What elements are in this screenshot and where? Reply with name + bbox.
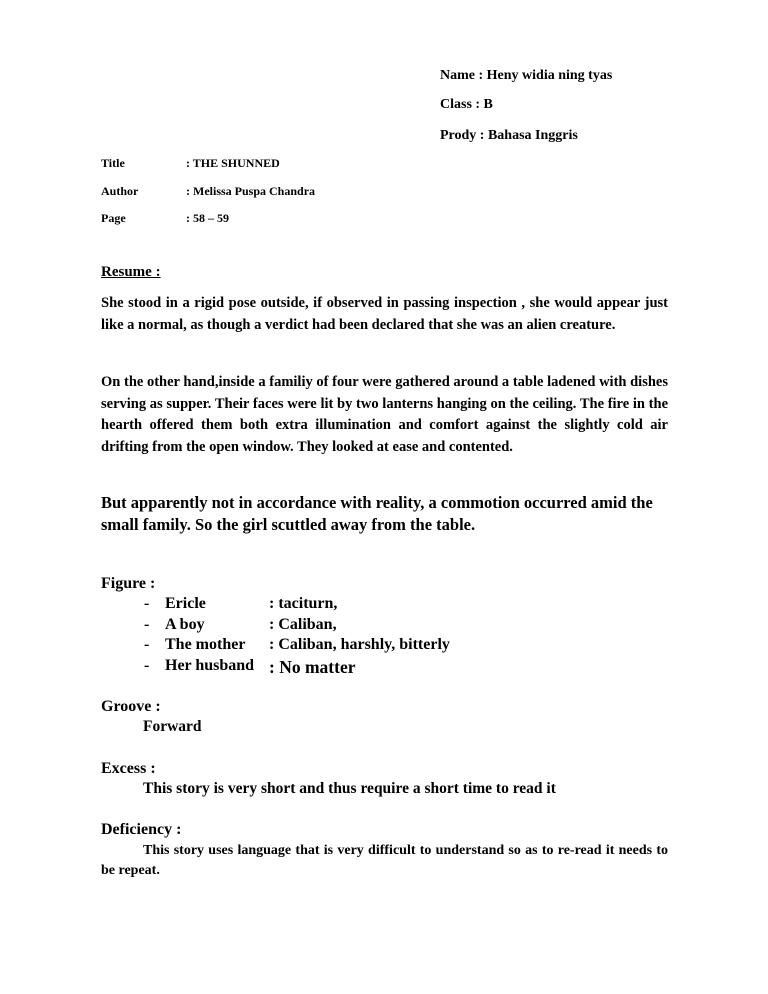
figure-item-dash: - <box>144 657 150 674</box>
figure-item-name: Ericle <box>165 595 206 612</box>
student-class: Class : B <box>440 97 493 112</box>
student-name: Name : Heny widia ning tyas <box>440 68 613 83</box>
figure-item-name: A boy <box>165 616 205 633</box>
figure-item-name: Her husband <box>165 657 255 674</box>
student-prody: Prody : Bahasa Inggris <box>440 128 578 143</box>
resume-paragraph-3: But apparently not in accordance with reality, a commotion occurred amid the small family. So the girl scuttled away from the table. <box>101 493 653 534</box>
resume-paragraph-1: She stood in a rigid pose outside, if observed in passing inspection , she would appear just like a normal, as though a verdict had been declared that she was an alien creature. <box>101 295 668 333</box>
figure-heading: Figure : <box>101 575 156 592</box>
page-value: : 58 – 59 <box>186 211 229 225</box>
title-label: Title <box>101 156 125 170</box>
groove-heading: Groove : <box>101 698 161 715</box>
groove-value: Forward <box>143 718 202 735</box>
figure-item-name: The mother <box>165 636 246 653</box>
author-value: : Melissa Puspa Chandra <box>186 184 316 198</box>
figure-item-dash: - <box>144 595 150 612</box>
deficiency-heading: Deficiency : <box>101 821 182 838</box>
figure-item-desc: : No matter <box>269 657 356 677</box>
title-value: : THE SHUNNED <box>186 156 280 170</box>
figure-item-dash: - <box>144 636 150 653</box>
figure-item-desc: : Caliban, harshly, bitterly <box>269 636 450 653</box>
figure-item-desc: : taciturn, <box>269 595 338 612</box>
page-label: Page <box>101 211 126 225</box>
resume-heading: Resume : <box>101 264 161 280</box>
excess-value: This story is very short and thus require a short time to read it <box>143 780 556 797</box>
figure-item-desc: : Caliban, <box>269 616 337 633</box>
deficiency-value: This story uses language that is very difficult to understand so as to re-read it needs to be repeat. <box>101 843 668 878</box>
excess-heading: Excess : <box>101 760 156 777</box>
resume-paragraph-2: On the other hand,inside a familiy of four were gathered around a table ladened with dishes serving as supper. Their faces were lit by two lanterns hanging on the ceiling. The fire in the hearth offered them both extra illumination and comfort against the slightly cold air drifting from the open window. They looked at ease and contented. <box>101 374 668 455</box>
author-label: Author <box>101 184 139 198</box>
figure-item-dash: - <box>144 616 150 633</box>
